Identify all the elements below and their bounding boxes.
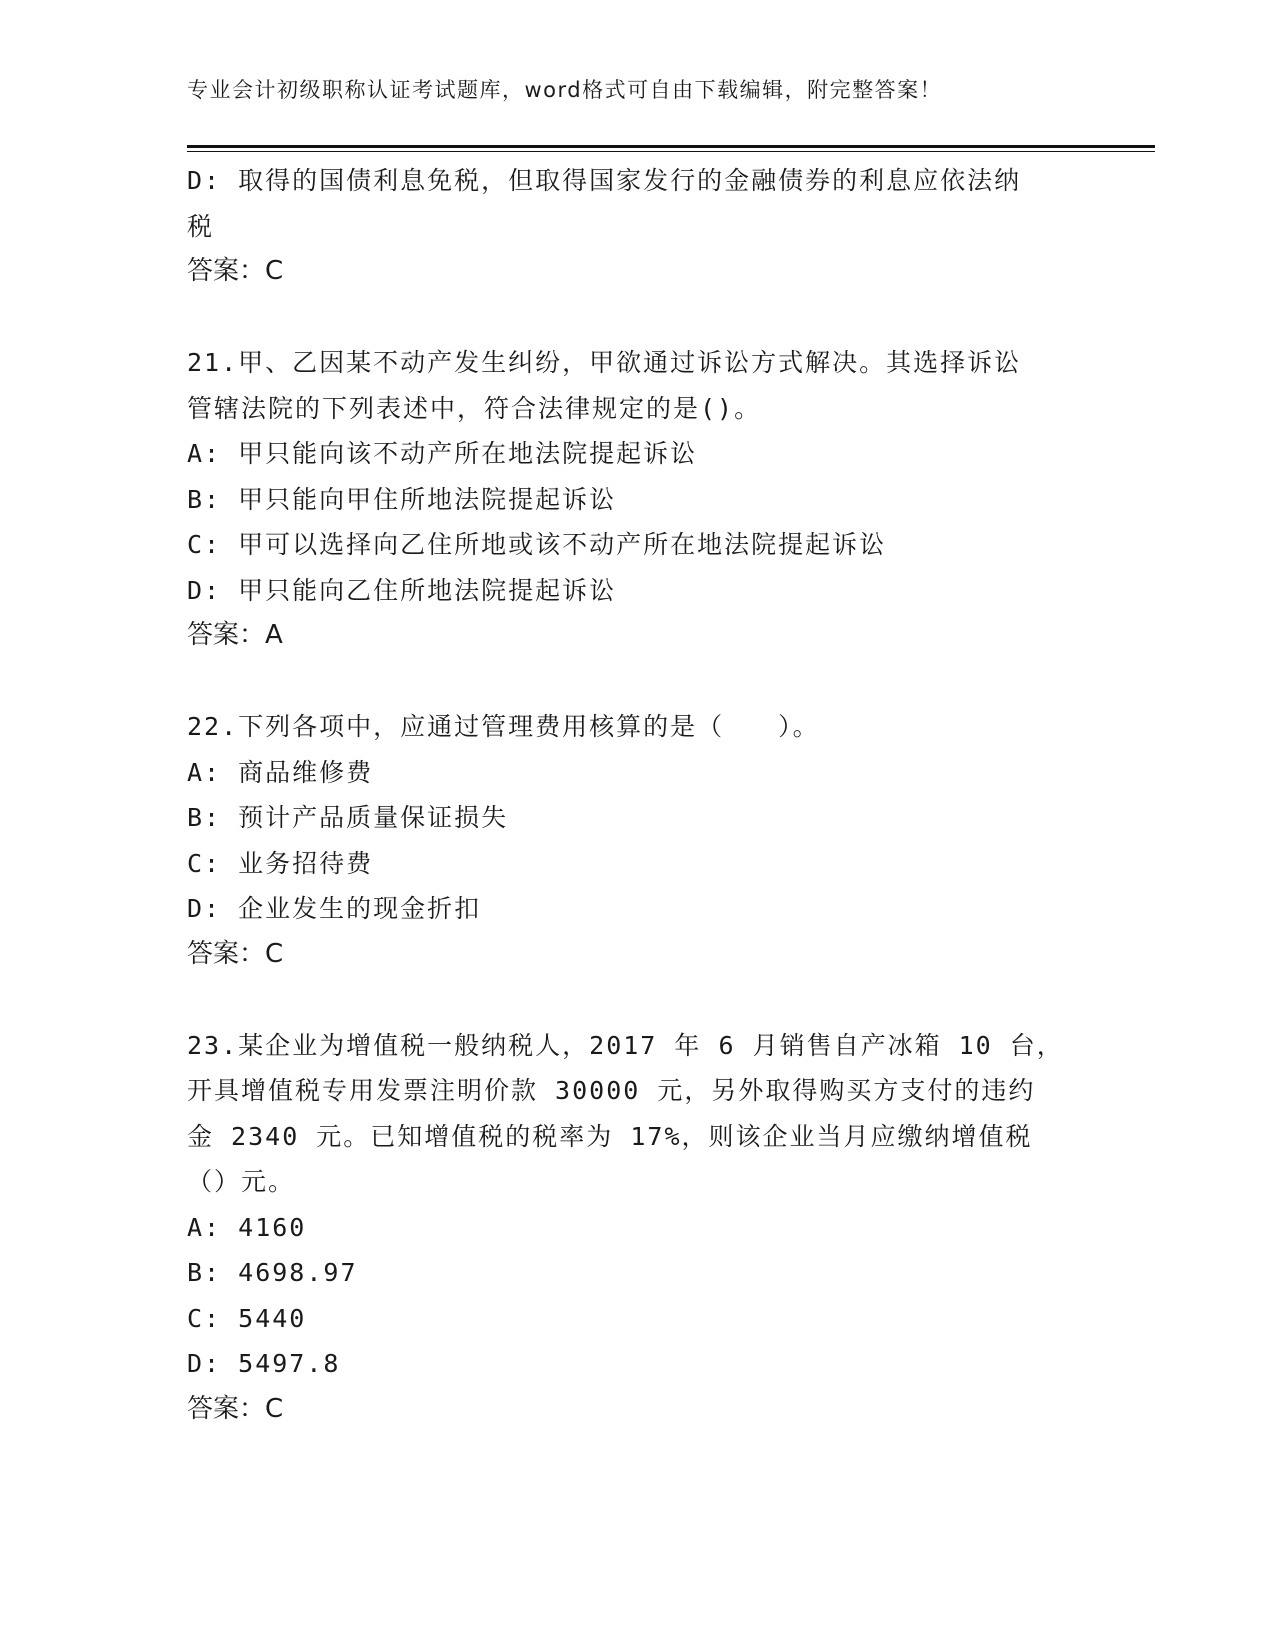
q23-stem-line3: 金 2340 元。已知增值税的税率为 17%，则该企业当月应缴纳增值税 xyxy=(187,1121,1033,1151)
q22-option-b: B: 预计产品质量保证损失 xyxy=(187,803,509,832)
page-header-title: 专业会计初级职称认证考试题库，word格式可自由下载编辑，附完整答案！ xyxy=(187,78,943,102)
q23-stem-line1: 23.某企业为增值税一般纳税人，2017 年 6 月销售自产冰箱 10 台， xyxy=(187,1030,1064,1060)
q23-stem-line4: （）元。 xyxy=(187,1167,296,1196)
prev-option-d-line2: 税 xyxy=(187,211,215,241)
q23-option-c: C: 5440 xyxy=(187,1303,307,1333)
spacer xyxy=(187,659,1087,705)
spacer xyxy=(187,977,1087,1023)
q21-stem-line2: 管辖法院的下列表述中，符合法律规定的是()。 xyxy=(187,393,762,423)
q23-answer: 答案：C xyxy=(187,1393,284,1424)
q22-option-a: A: 商品维修费 xyxy=(187,757,374,787)
header-divider-thin xyxy=(187,151,1155,152)
q23-option-b: B: 4698.97 xyxy=(187,1258,358,1287)
q23-option-a: A: 4160 xyxy=(187,1212,307,1242)
q21-option-b: B: 甲只能向甲住所地法院提起诉讼 xyxy=(187,484,617,514)
q22-answer: 答案：C xyxy=(187,938,284,969)
header-divider-thick xyxy=(187,145,1155,148)
spacer xyxy=(187,295,1087,341)
q22-option-c: C: 业务招待费 xyxy=(187,848,374,878)
q21-option-d: D: 甲只能向乙住所地法院提起诉讼 xyxy=(187,575,617,605)
q21-option-c: C: 甲可以选择向乙住所地或该不动产所在地法院提起诉讼 xyxy=(187,530,887,559)
q22-option-d: D: 企业发生的现金折扣 xyxy=(187,894,482,923)
prev-answer: 答案：C xyxy=(187,256,284,286)
q21-stem-line1: 21.甲、乙因某不动产发生纠纷，甲欲通过诉讼方式解决。其选择诉讼 xyxy=(187,348,1022,377)
q21-answer: 答案：A xyxy=(187,620,283,650)
q23-option-d: D: 5497.8 xyxy=(187,1349,341,1378)
q22-stem-line1: 22.下列各项中，应通过管理费用核算的是（ ）。 xyxy=(187,712,820,741)
prev-option-d-line1: D: 取得的国债利息免税，但取得国家发行的金融债券的利息应依法纳 xyxy=(187,166,1022,195)
q21-option-a: A: 甲只能向该不动产所在地法院提起诉讼 xyxy=(187,439,698,468)
q23-stem-line2: 开具增值税专用发票注明价款 30000 元，另外取得购买方支付的违约 xyxy=(187,1076,1036,1105)
question-list xyxy=(187,158,1087,1432)
